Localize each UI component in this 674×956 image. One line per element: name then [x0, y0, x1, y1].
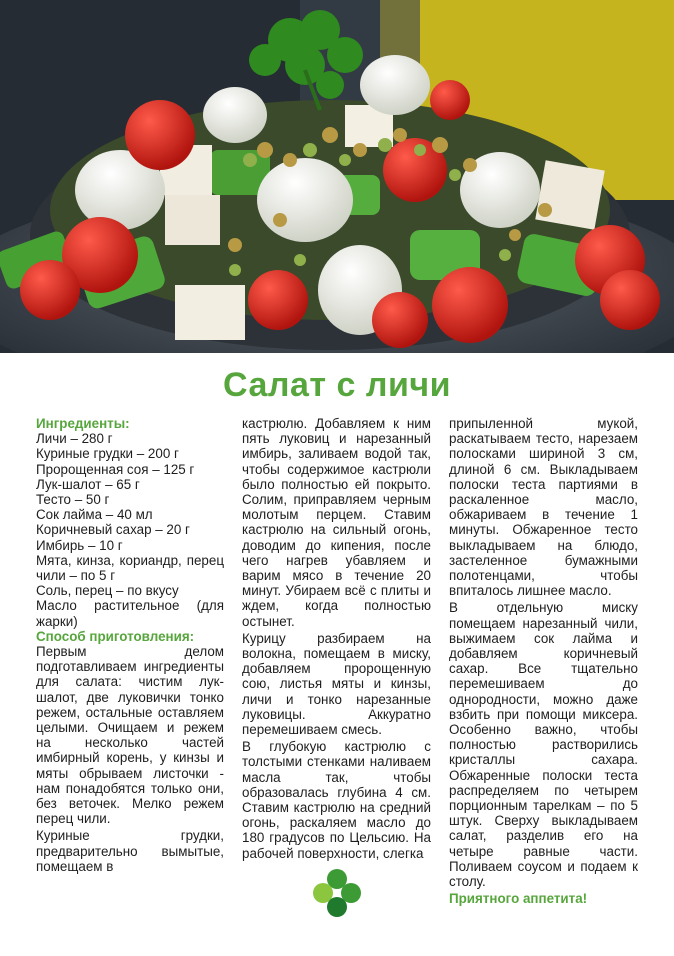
- ingredient-item: Пророщенная соя – 125 г: [36, 461, 195, 477]
- method-paragraph: Курицу разбираем на волокна, помещаем в миску, добавляем пророщенную сою, листья мяты и кинзы, личи и тонко нарезанные луковицы. Аккуратно перемешиваем смесь.: [242, 630, 431, 738]
- ingredients-heading: Ингредиенты:: [36, 416, 130, 431]
- method-heading: Способ приготовления:: [36, 628, 195, 644]
- text-column-1: [36, 416, 224, 876]
- text-column-3: [449, 416, 638, 907]
- ingredient-item: Мята, кинза, кориандр, перец чили – по 5 г: [36, 552, 224, 584]
- ingredient-item: Лук-шалот – 65 г: [36, 476, 140, 492]
- ingredients-list: [36, 431, 224, 629]
- ingredient-item: Масло растительное (для жарки): [36, 598, 224, 629]
- clover-leaf-bottom: [327, 897, 347, 917]
- ingredient-item: Тесто – 50 г: [36, 492, 110, 508]
- method-paragraph: Куриные грудки, предварительно вымытые, помещаем в: [36, 828, 224, 874]
- method-paragraph: В глубокую кастрюлю с толстыми стенками наливаем масла так, чтобы образовалась глубина 4 см. Ставим кастрюлю на средний огонь, раскаляем масло до 180 градусов по Цельсию. На рабочей поверхности, слегка: [242, 739, 431, 861]
- ingredient-item: Сок лайма – 40 мл: [36, 507, 153, 523]
- method-paragraph: припыленной мукой, раскатываем тесто, нарезаем полосками шириной 3 см, длиной 6 см. Выкладываем полоски теста партиями в раскаленное масло, обжариваем в течение 1 минуты. Обжаренное тесто выкладываем на блюдо, застеленное бумажными полотенцами, чтобы впиталось лишнее масло.: [449, 416, 638, 599]
- page-title: Салат с личи: [223, 366, 451, 404]
- ingredient-item: Куриные грудки – 200 г: [36, 446, 179, 462]
- ingredient-item: Личи – 280 г: [36, 431, 113, 447]
- closing-text: Приятного аппетита!: [449, 891, 588, 907]
- clover-center: [333, 889, 341, 897]
- clover-logo-icon: [310, 866, 364, 920]
- ingredient-item: Соль, перец – по вкусу: [36, 583, 179, 599]
- method-paragraph: В отдельную миску помещаем нарезанный чили, выжимаем сок лайма и добавляем коричневый сахар. Все тщательно перемешиваем до однородности, можно даже взбить при помощи миксера. Особенно важно, чтобы полностью растворились кристаллы сахара. Обжаренные полоски теста распределяем по четырем порционным тарелкам – по 5 штук. Сверху выкладываем салат, разделив его на четыре равные части. Поливаем соусом и подаем к столу.: [449, 600, 638, 890]
- ingredient-item: Имбирь – 10 г: [36, 537, 123, 553]
- ingredient-item: Коричневый сахар – 20 г: [36, 522, 190, 538]
- salad-illustration: [0, 0, 674, 353]
- method-paragraph: Первым делом подготавливаем ингредиенты для салата: чистим лук-шалот, две луковички тонко режем, остальные оставляем целыми. Очищаем и режем на несколько частей имбирный корень, у кинзы и мяты обрываем листочки - нам понадобятся только они, без веточек. Мелко режем перец чили.: [36, 644, 224, 827]
- method-paragraph: кастрюлю. Добавляем к ним пять луковиц и нарезанный имбирь, заливаем водой так, чтобы содержимое кастрюли было полностью ей покрыто. Солим, приправляем черным молотым перцем. Ставим кастрюлю на сильный огонь, доводим до кипения, после чего нагрев убавляем и варим мясо в течение 20 минут. Убираем всё с плиты и ждем, когда полностью остынет.: [242, 416, 431, 629]
- text-column-2: [242, 416, 431, 863]
- salad-photo: [0, 0, 674, 353]
